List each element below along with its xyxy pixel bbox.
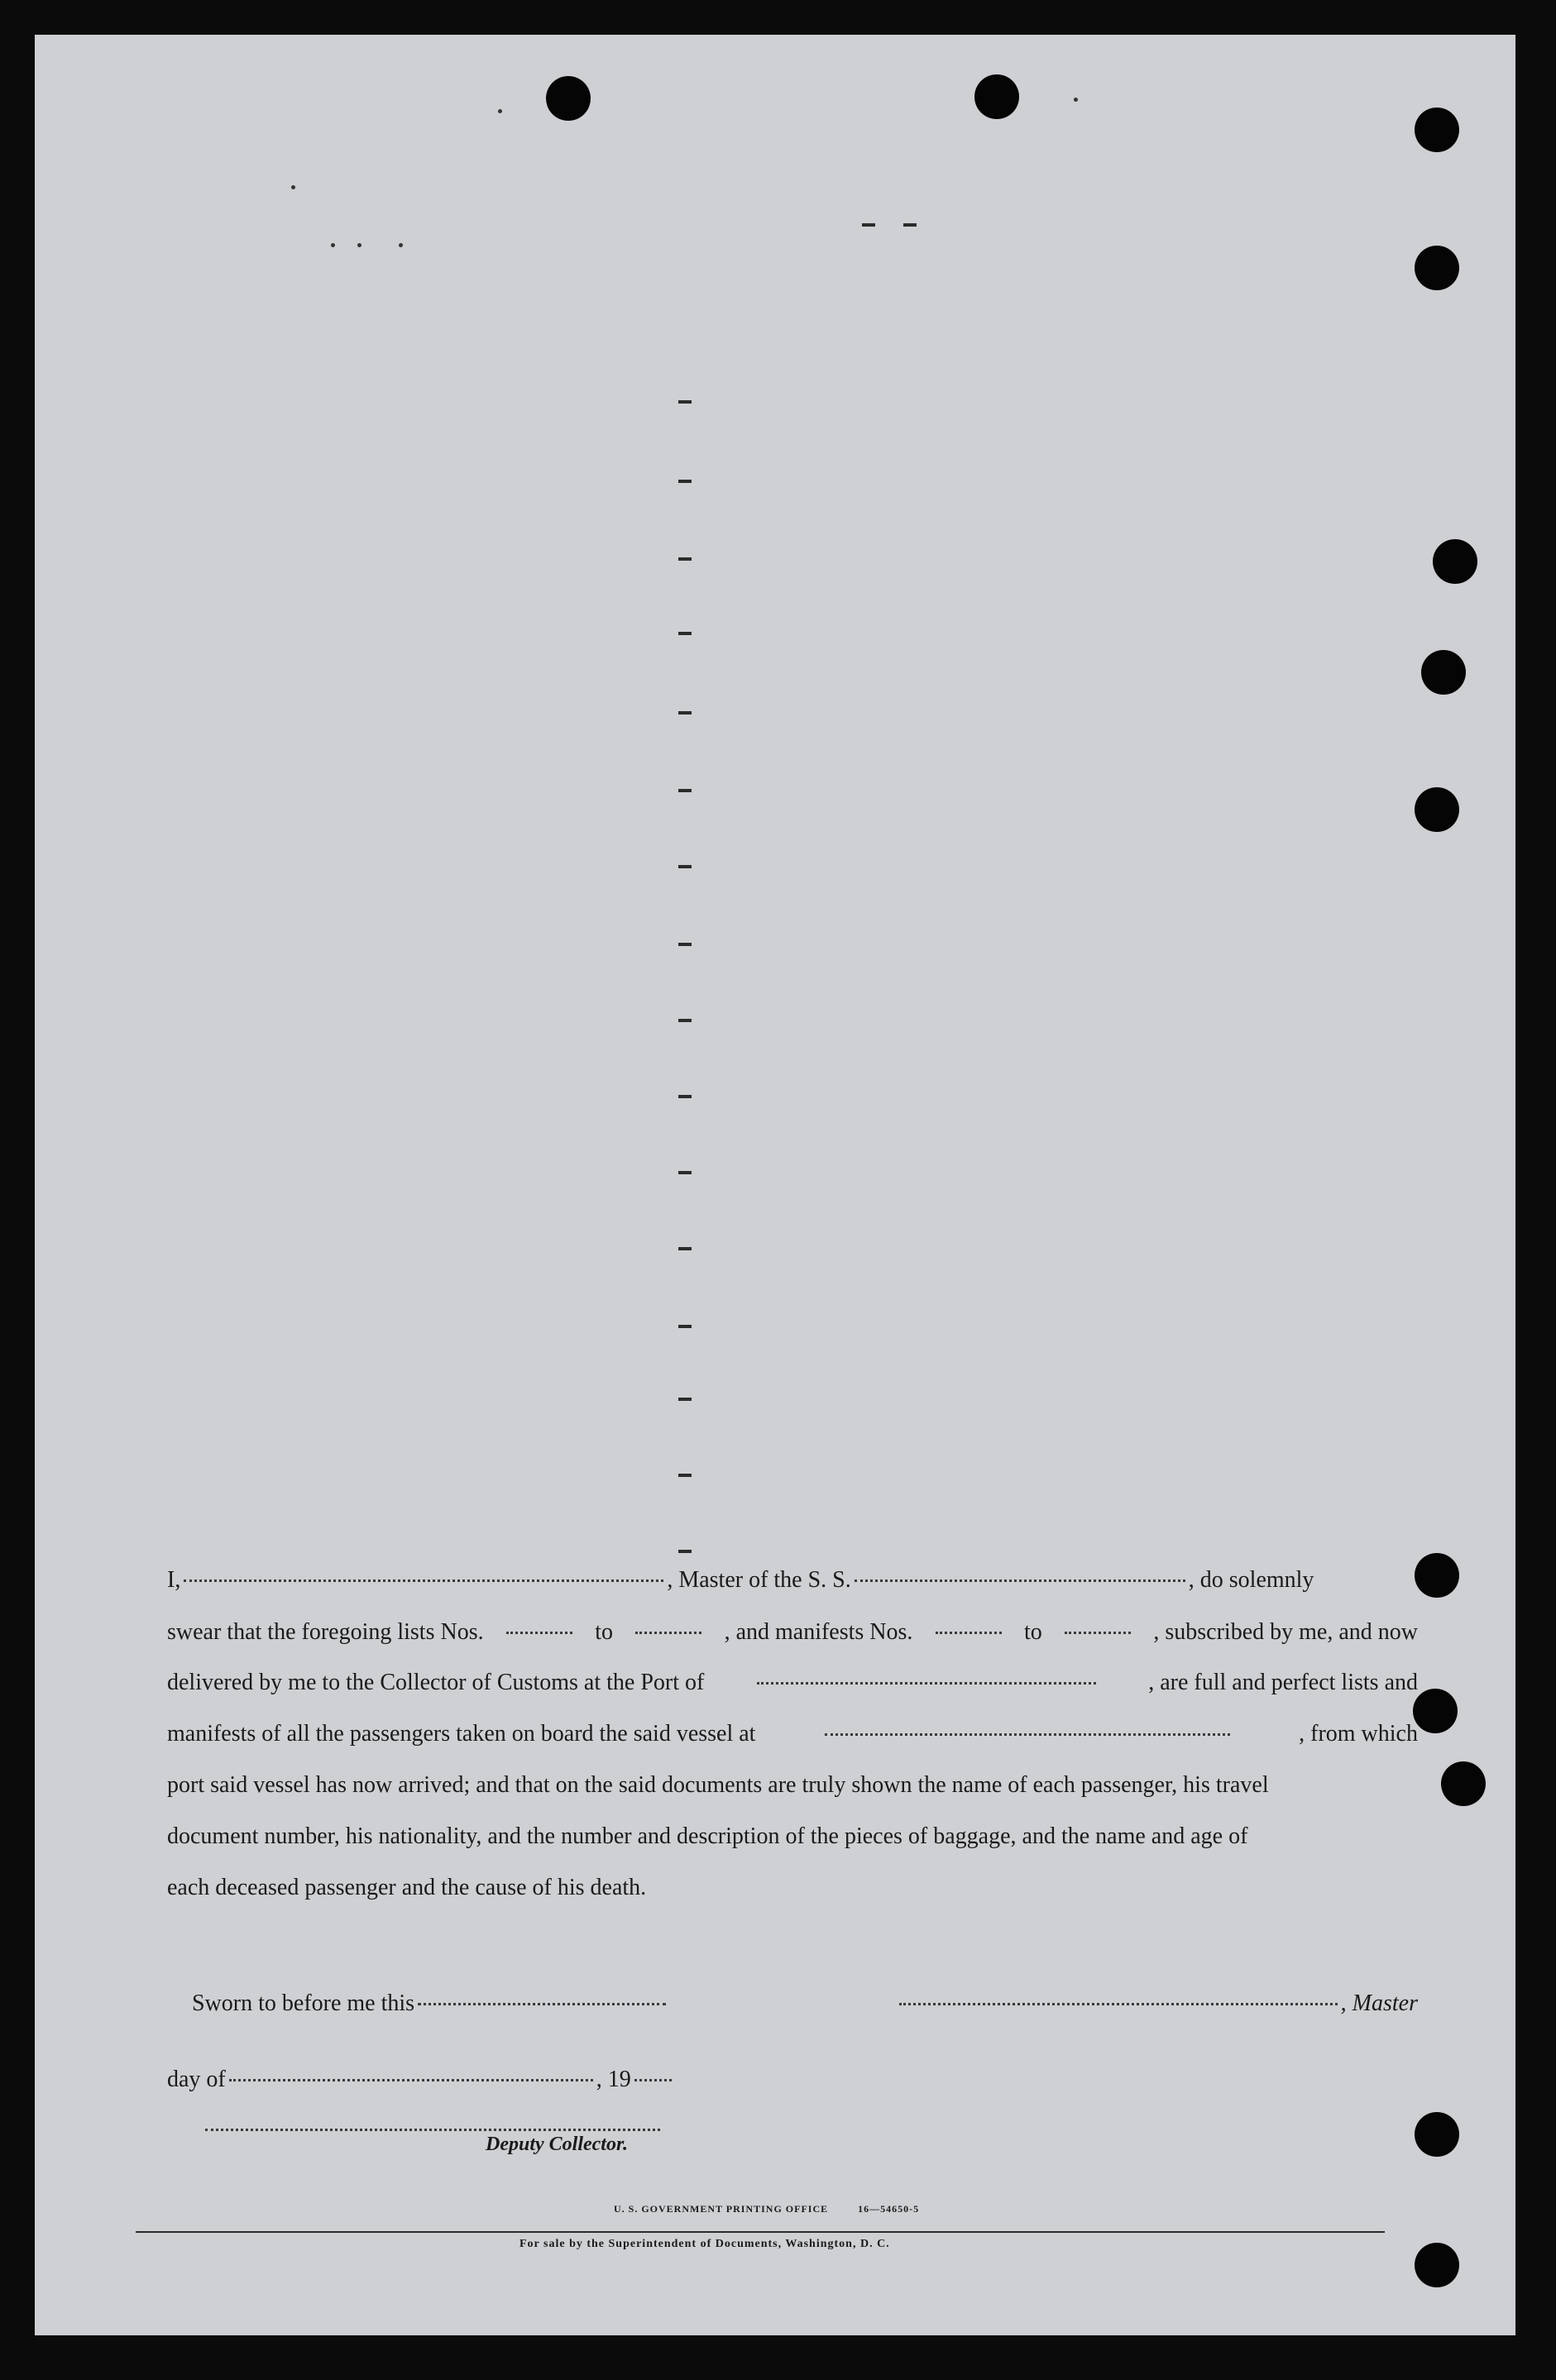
sale-notice: For sale by the Superintendent of Documents, Washington, D. C. [519, 2238, 890, 2250]
master-name-blank [184, 1579, 663, 1582]
year-blank [634, 2079, 672, 2081]
oath-line-3 [167, 1669, 1418, 1697]
ink-speck [1074, 98, 1078, 102]
day-line [167, 2066, 1418, 2094]
column-tick [678, 632, 692, 635]
punch-hole [1421, 650, 1466, 695]
oath-text: swear that the foregoing lists Nos. [167, 1619, 484, 1645]
ink-speck [357, 243, 361, 247]
oath-line-5 [167, 1771, 1418, 1799]
vessel-name-blank [855, 1579, 1185, 1582]
column-tick [678, 557, 692, 561]
punch-hole [1441, 1761, 1486, 1806]
list-to-blank [635, 1632, 701, 1634]
column-tick [678, 711, 692, 714]
oath-text: I, [167, 1567, 181, 1593]
printing-office: U. S. GOVERNMENT PRINTING OFFICE [614, 2203, 829, 2215]
oath-line-7 [167, 1874, 1418, 1902]
ink-speck [498, 109, 502, 113]
embark-port-blank [825, 1733, 1230, 1736]
oath-text: , from which [1299, 1721, 1418, 1747]
footer-rule [136, 2231, 1385, 2233]
manifest-from-blank [936, 1632, 1002, 1634]
punch-hole [1415, 108, 1459, 152]
oath-line-1 [167, 1566, 1418, 1594]
form-page [35, 35, 1515, 2335]
oath-text: each deceased passenger and the cause of his death. [167, 1875, 647, 1900]
oath-text: , do solemnly [1188, 1567, 1314, 1593]
oath-text: document number, his nationality, and the number and description of the pieces of baggage, and the name and age of [167, 1823, 1248, 1849]
column-tick [678, 1019, 692, 1022]
oath-text: manifests of all the passengers taken on board the said vessel at [167, 1721, 756, 1747]
printing-office-line [614, 2203, 919, 2215]
oath-text: to [595, 1619, 613, 1645]
punch-hole [1415, 2243, 1459, 2287]
punch-hole [974, 74, 1019, 119]
ink-speck [331, 243, 335, 247]
port-blank [757, 1682, 1096, 1685]
punch-hole [1415, 2112, 1459, 2157]
oath-text: , and manifests Nos. [724, 1619, 913, 1645]
punch-hole [1413, 1689, 1458, 1733]
ink-speck [399, 243, 403, 247]
column-tick [678, 1325, 692, 1328]
column-tick [678, 400, 692, 404]
form-number: 16—54650-5 [858, 2203, 920, 2215]
master-label: , Master [1340, 1991, 1418, 2016]
column-tick [678, 1171, 692, 1174]
sworn-date-blank [418, 2003, 666, 2005]
master-signature-blank [899, 2003, 1338, 2005]
manifest-to-blank [1065, 1632, 1131, 1634]
punch-hole [1415, 246, 1459, 290]
ink-speck [291, 185, 295, 189]
column-tick [678, 789, 692, 792]
oath-text: delivered by me to the Collector of Customs at the Port of [167, 1670, 705, 1695]
year-text: , 19 [596, 2067, 631, 2092]
column-tick [862, 223, 875, 227]
column-tick [678, 865, 692, 868]
oath-line-2 [167, 1618, 1418, 1646]
column-tick [678, 1398, 692, 1401]
punch-hole [546, 76, 591, 121]
punch-hole [1433, 539, 1477, 584]
sworn-text: Sworn to before me this [192, 1991, 415, 2016]
punch-hole [1415, 1553, 1459, 1598]
column-tick [678, 1247, 692, 1250]
oath-text: , Master of the S. S. [667, 1567, 851, 1593]
column-tick [903, 223, 917, 227]
column-tick [678, 1095, 692, 1098]
day-text: day of [167, 2067, 226, 2092]
deputy-signature-blank [205, 2129, 660, 2131]
punch-hole [1415, 787, 1459, 832]
column-tick [678, 480, 692, 483]
column-tick [678, 1474, 692, 1477]
oath-text: port said vessel has now arrived; and that on the said documents are truly shown the name of each passenger, his travel [167, 1772, 1269, 1798]
column-tick [678, 1550, 692, 1553]
sworn-line [157, 1990, 1418, 2018]
oath-text: , subscribed by me, and now [1153, 1619, 1418, 1645]
column-tick [678, 943, 692, 946]
oath-text: to [1024, 1619, 1042, 1645]
day-blank [229, 2079, 593, 2081]
oath-line-6 [167, 1823, 1418, 1851]
deputy-collector-label: Deputy Collector. [486, 2134, 628, 2155]
oath-line-4 [167, 1720, 1418, 1748]
oath-text: , are full and perfect lists and [1148, 1670, 1418, 1695]
list-from-blank [506, 1632, 572, 1634]
